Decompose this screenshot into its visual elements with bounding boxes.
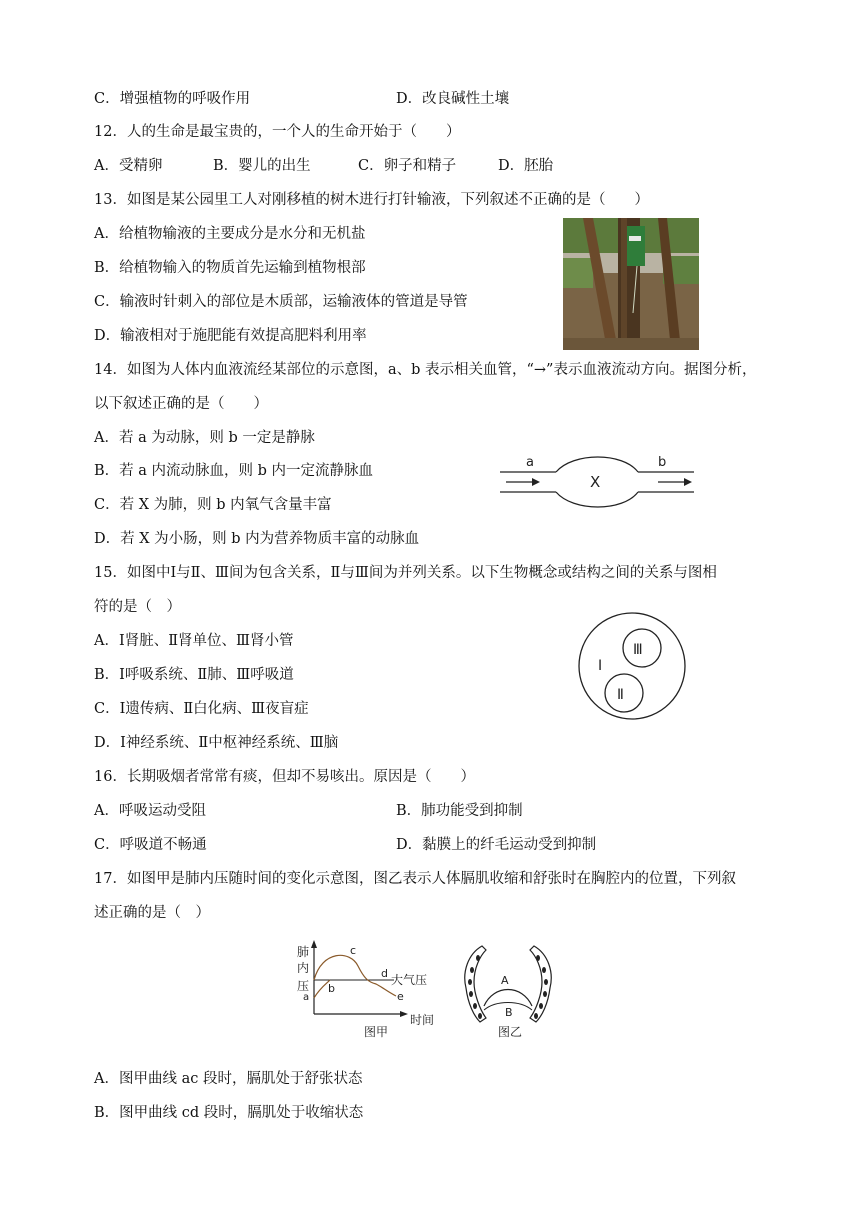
lung-pressure-graph [292, 940, 442, 1042]
q14-stem-line2: 以下叙述正确的是（ ） [94, 396, 268, 412]
q17-option-b: B．图甲曲线 cd 段时，膈肌处于收缩状态 [94, 1105, 364, 1121]
q17-option-a: A．图甲曲线 ac 段时，膈肌处于舒张状态 [94, 1071, 363, 1087]
diaphragm-diagram [460, 944, 556, 1042]
x-axis-label: 时间 [410, 1013, 435, 1027]
point-d-label: d [381, 967, 388, 980]
q14-stem-line1: 14．如图为人体内血液流经某部位的示意图，a、b 表示相关血管，“→”表示血液流动方向。据图分析， [94, 362, 757, 378]
figure-b-caption: 图乙 [498, 1025, 523, 1039]
circle-iii-label: Ⅲ [633, 642, 643, 658]
q13-option-c: C．输液时针刺入的部位是木质部，运输液体的管道是导管 [94, 294, 468, 310]
q12-option-b: B．婴儿的出生 [213, 158, 311, 174]
q12-option-d: D．胚胎 [498, 158, 554, 174]
vessel-b-label: b [658, 455, 667, 470]
point-a-label: a [303, 992, 310, 1003]
q16-option-b: B．肺功能受到抑制 [396, 803, 523, 819]
q15-stem-line1: 15．如图中Ⅰ与Ⅱ、Ⅲ间为包含关系，Ⅱ与Ⅲ间为并列关系。以下生物概念或结构之间的关系与图相 [94, 565, 717, 581]
q13-option-d: D．输液相对于施肥能有效提高肥料利用率 [94, 328, 367, 344]
tree-infusion-photo [563, 218, 699, 350]
q13-option-b: B．给植物输入的物质首先运输到植物根部 [94, 260, 366, 276]
q12-option-a: A．受精卵 [94, 158, 163, 174]
q15-option-a: A．Ⅰ肾脏、Ⅱ肾单位、Ⅲ肾小管 [94, 633, 294, 649]
q14-option-c: C．若 X 为肺，则 b 内氧气含量丰富 [94, 497, 332, 513]
circle-ii-label: Ⅱ [617, 687, 624, 703]
q12-stem: 12．人的生命是最宝贵的，一个人的生命开始于（ ） [94, 124, 461, 140]
q17-stem-line1: 17．如图甲是肺内压随时间的变化示意图，图乙表示人体膈肌收缩和舒张时在胸腔内的位置，下列叙 [94, 871, 736, 887]
q14-option-a: A．若 a 为动脉，则 b 一定是静脉 [94, 430, 315, 446]
point-b-label: b [328, 982, 335, 995]
q15-option-b: B．Ⅰ呼吸系统、Ⅱ肺、Ⅲ呼吸道 [94, 667, 294, 683]
q15-stem-line2: 符的是（ ） [94, 599, 181, 615]
y-label-1: 肺 [297, 945, 310, 959]
y-label-3: 压 [297, 979, 310, 993]
atmospheric-pressure-label: 大气压 [391, 973, 428, 987]
q13-stem: 13．如图是某公园里工人对刚移植的树木进行打针输液，下列叙述不正确的是（ ） [94, 192, 649, 208]
q16-option-a: A．呼吸运动受阻 [94, 803, 206, 819]
position-b-label: B [505, 1006, 513, 1019]
blood-flow-diagram [498, 450, 698, 514]
q16-option-c: C．呼吸道不畅通 [94, 837, 207, 853]
q13-option-a: A．给植物输液的主要成分是水分和无机盐 [94, 226, 366, 242]
q16-option-d: D．黏膜上的纤毛运动受到抑制 [396, 837, 597, 853]
q16-stem: 16．长期吸烟者常常有痰，但却不易咳出。原因是（ ） [94, 769, 475, 785]
q14-option-b: B．若 a 内流动脉血，则 b 内一定流静脉血 [94, 463, 374, 479]
organ-x-label: X [590, 473, 601, 491]
q15-option-c: C．Ⅰ遗传病、Ⅱ白化病、Ⅲ夜盲症 [94, 701, 309, 717]
vessel-a-label: a [526, 455, 534, 470]
point-e-label: e [397, 990, 404, 1003]
q11-option-c: C．增强植物的呼吸作用 [94, 91, 251, 107]
q17-stem-line2: 述正确的是（ ） [94, 905, 210, 921]
figure-a-caption: 图甲 [364, 1025, 389, 1039]
inclusion-circle-diagram [576, 610, 688, 722]
q11-option-d: D．改良碱性土壤 [396, 91, 510, 107]
position-a-label: A [501, 974, 509, 987]
q14-option-d: D．若 X 为小肠，则 b 内为营养物质丰富的动脉血 [94, 531, 420, 547]
circle-i-label: Ⅰ [598, 658, 603, 674]
q15-option-d: D．Ⅰ神经系统、Ⅱ中枢神经系统、Ⅲ脑 [94, 735, 339, 751]
y-label-2: 内 [297, 961, 310, 975]
q12-option-c: C．卵子和精子 [358, 158, 457, 174]
point-c-label: c [350, 944, 357, 957]
